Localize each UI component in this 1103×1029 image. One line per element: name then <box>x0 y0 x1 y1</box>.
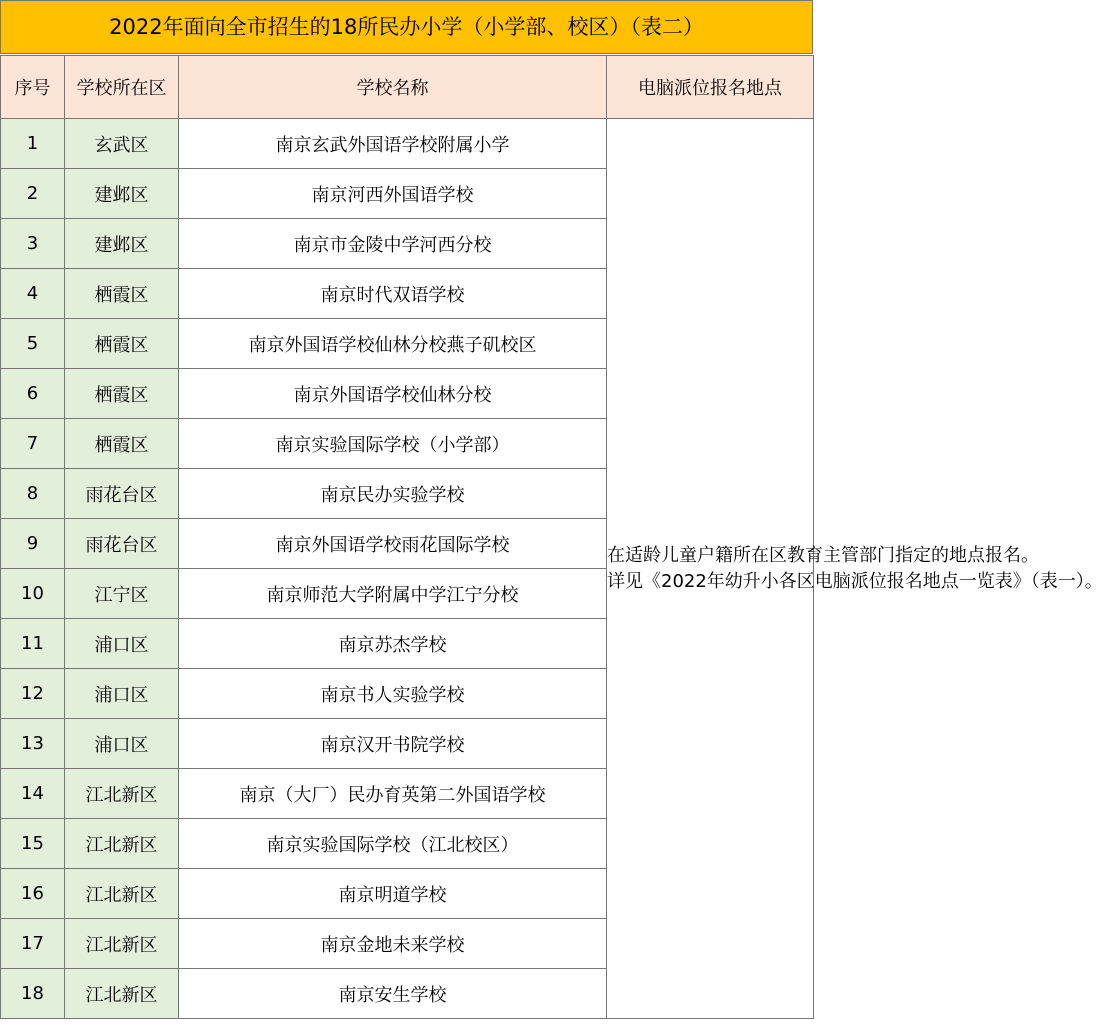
header-row <box>1 56 814 119</box>
row-school-name: 南京外国语学校雨花国际学校 <box>179 519 607 569</box>
school-table <box>0 55 1103 1019</box>
row-district: 江北新区 <box>65 869 179 919</box>
note-line-1: 在适龄儿童户籍所在区教育主管部门指定的地点报名。 <box>607 544 1039 566</box>
row-seq: 14 <box>1 769 65 819</box>
row-seq: 6 <box>1 369 65 419</box>
row-district: 浦口区 <box>65 619 179 669</box>
row-district: 建邺区 <box>65 169 179 219</box>
header-seq: 序号 <box>1 56 65 119</box>
row-district: 江宁区 <box>65 569 179 619</box>
row-seq: 10 <box>1 569 65 619</box>
row-school-name: 南京时代双语学校 <box>179 269 607 319</box>
row-seq: 2 <box>1 169 65 219</box>
header-location: 电脑派位报名地点 <box>607 56 814 119</box>
row-seq: 8 <box>1 469 65 519</box>
row-school-name: 南京市金陵中学河西分校 <box>179 219 607 269</box>
row-seq: 18 <box>1 969 65 1019</box>
row-district: 江北新区 <box>65 919 179 969</box>
row-seq: 5 <box>1 319 65 369</box>
row-school-name: 南京民办实验学校 <box>179 469 607 519</box>
row-seq: 13 <box>1 719 65 769</box>
row-district: 栖霞区 <box>65 269 179 319</box>
row-school-name: 南京实验国际学校（小学部） <box>179 419 607 469</box>
row-school-name: 南京明道学校 <box>179 869 607 919</box>
header-school: 学校名称 <box>179 56 607 119</box>
row-school-name: 南京苏杰学校 <box>179 619 607 669</box>
row-school-name: 南京师范大学附属中学江宁分校 <box>179 569 607 619</box>
row-district: 江北新区 <box>65 969 179 1019</box>
row-district: 江北新区 <box>65 819 179 869</box>
row-school-name: 南京书人实验学校 <box>179 669 607 719</box>
row-school-name: 南京（大厂）民办育英第二外国语学校 <box>179 769 607 819</box>
row-seq: 15 <box>1 819 65 869</box>
row-district: 浦口区 <box>65 719 179 769</box>
row-school-name: 南京实验国际学校（江北校区） <box>179 819 607 869</box>
row-school-name: 南京汉开书院学校 <box>179 719 607 769</box>
row-district: 浦口区 <box>65 669 179 719</box>
row-district: 玄武区 <box>65 119 179 169</box>
row-school-name: 南京玄武外国语学校附属小学 <box>179 119 607 169</box>
row-district: 江北新区 <box>65 769 179 819</box>
registration-location-note <box>607 119 1103 1019</box>
row-district: 栖霞区 <box>65 319 179 369</box>
row-seq: 1 <box>1 119 65 169</box>
row-seq: 4 <box>1 269 65 319</box>
row-seq: 12 <box>1 669 65 719</box>
row-district: 雨花台区 <box>65 469 179 519</box>
row-school-name: 南京外国语学校仙林分校 <box>179 369 607 419</box>
row-school-name: 南京河西外国语学校 <box>179 169 607 219</box>
row-seq: 11 <box>1 619 65 669</box>
header-district: 学校所在区 <box>65 56 179 119</box>
row-district: 栖霞区 <box>65 419 179 469</box>
table-title: 2022年面向全市招生的18所民办小学（小学部、校区）（表二） <box>0 0 813 54</box>
row-district: 栖霞区 <box>65 369 179 419</box>
row-seq: 16 <box>1 869 65 919</box>
row-seq: 3 <box>1 219 65 269</box>
row-seq: 17 <box>1 919 65 969</box>
row-school-name: 南京外国语学校仙林分校燕子矶校区 <box>179 319 607 369</box>
row-district: 建邺区 <box>65 219 179 269</box>
row-school-name: 南京安生学校 <box>179 969 607 1019</box>
table-row <box>1 119 814 169</box>
note-line-2: 详见《2022年幼升小各区电脑派位报名地点一览表》（表一）。 <box>607 570 1103 592</box>
row-district: 雨花台区 <box>65 519 179 569</box>
row-school-name: 南京金地未来学校 <box>179 919 607 969</box>
row-seq: 9 <box>1 519 65 569</box>
row-seq: 7 <box>1 419 65 469</box>
